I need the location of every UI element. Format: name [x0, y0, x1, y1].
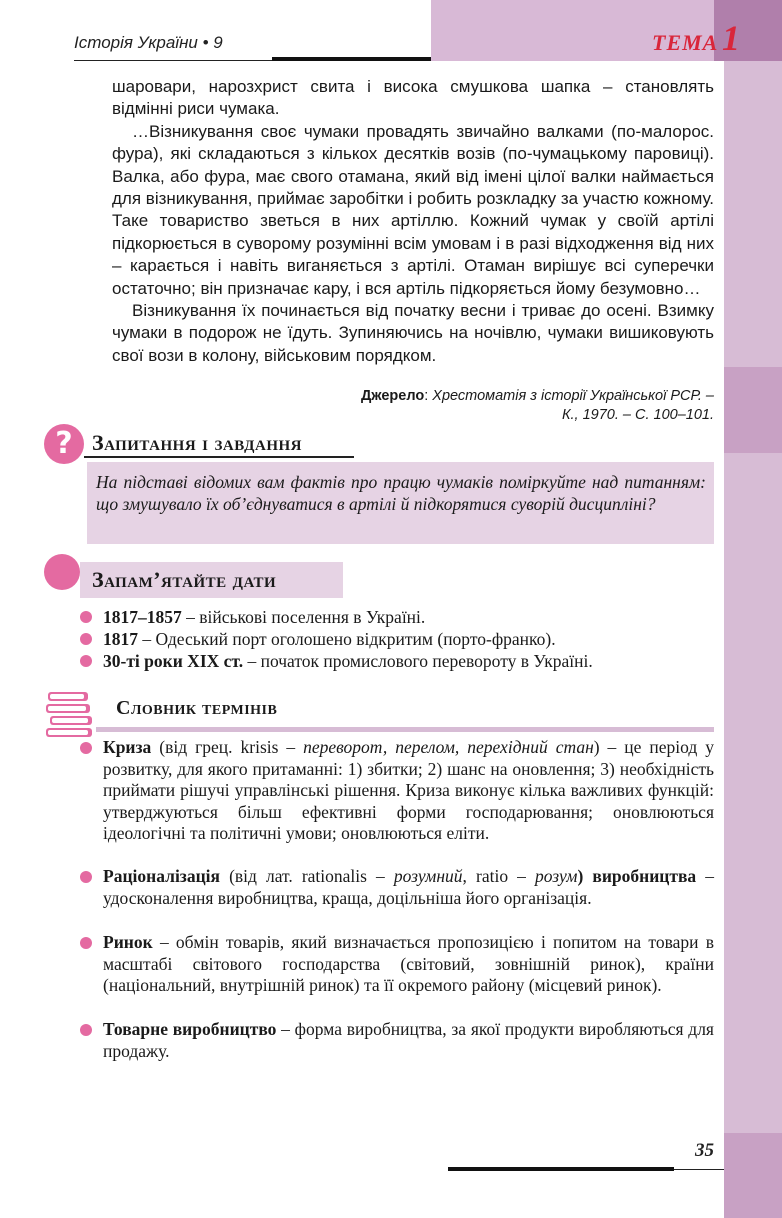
glossary-item: Раціоналізація (від лат. rationalis – розумний, ratio – розум) виробництва – удосконалення виробництва, краща, доцільніша його організація.: [103, 866, 715, 908]
topic-label: ТЕМА: [652, 30, 719, 55]
date-item: 30-ті роки XIX ст. – початок промислового перевороту в Україні.: [103, 651, 593, 671]
bullet-icon: [80, 937, 92, 949]
source-text-line2: К., 1970. – С. 100–101.: [561, 407, 714, 423]
question-text: На підставі відомих вам фактів про працю чумаків поміркуйте над питанням: що змушувало їх об’єднуватися в артілі й підкорятися суворій дисципліні?: [96, 472, 706, 514]
glossary-item: Товарне виробництво – форма виробництва, за якої продукти виробляються для продажу.: [103, 1019, 714, 1061]
books-icon: [44, 690, 96, 738]
dates-heading: Запам’ятайте дати: [92, 567, 277, 592]
questions-heading-rule: [84, 456, 354, 458]
side-strip-tab: [724, 367, 782, 453]
side-strip-mid: [724, 453, 782, 1133]
side-strip-top: [724, 61, 782, 367]
footer-rule: [674, 1169, 724, 1170]
bullet-icon: [80, 633, 92, 645]
glossary-item: Ринок – обмін товарів, який визначається пропозицією і попитом на товари в масштабі світового господарства (світовий, зовнішній ринок), країни (національний, внутрішній ринок) та її окремого району (місцевий ринок).: [103, 932, 714, 996]
body-text: [112, 76, 714, 367]
page-number: 35: [695, 1140, 714, 1161]
header-rule-thick: [272, 57, 431, 61]
source-label: Джерело: [360, 388, 425, 404]
questions-heading: Запитання і завдання: [92, 430, 303, 455]
book-title: Історія України • 9: [74, 33, 223, 52]
body-paragraph: …Візникування своє чумаки провадять звичайно валками (по-малорос. фура), які складаються з кількох десятків возів (по-чумацькому паровиці). Валка, або фура, має свого отамана, який від імені цілої валки наймається для візникування, приймає заробітки і робить розкладку за участю кожному. Таке товариство зветься в них артіллю. Кожний чумак у своїй артілі підкорюється в суворому розумінні всім умовам і в разі відходження від них – карається і навіть виганяється з артілі. Отаман вирішує всі суперечки остаточно; він призначає кару, і вся артіль підкоряється йому безумовно…: [112, 121, 714, 298]
body-paragraph: Візникування їх починається від початку весни і триває до осені. Взимку чумаки в подорож не їдуть. Зупиняючись на ночівлю, чумаки вишиковують свої вози в колону, військовим порядком.: [112, 301, 714, 365]
bullet-icon: [80, 871, 92, 883]
dates-icon: [44, 554, 80, 590]
bullet-icon: [80, 611, 92, 623]
glossary-heading-rule: [96, 727, 714, 732]
source-text: Хрестоматія з історії Української РСР. –: [432, 388, 714, 404]
footer-rule-thick: [448, 1167, 674, 1171]
glossary-item: Криза (від грец. krisis – переворот, перелом, перехідний стан) – це період у розвитку, для якого притаманні: 1) збитки; 2) шанс на оновлення; 3) необхідність приймати рішучі управлінські рішення. Криза виконує кілька важливих функцій: утверджуються більш ефективні форми господарювання; оновлюються ідеологічні та політичні умови; оновлюються еліти.: [103, 737, 715, 844]
bullet-icon: [80, 1024, 92, 1036]
body-paragraph: шаровари, нарозхрист свита і висока смушкова шапка – становлять відмінні риси чумака.: [112, 77, 714, 119]
glossary-heading: Словник термінів: [116, 697, 278, 719]
date-item: 1817–1857 – військові поселення в Україні.: [103, 607, 426, 627]
date-item: 1817 – Одеський порт оголошено відкритим (порто-франко).: [103, 629, 556, 649]
source-citation: Джерело: Хрестоматія з історії Української РСР. – К., 1970. – С. 100–101.: [250, 387, 714, 425]
bullet-icon: [80, 742, 92, 754]
question-icon: ?: [44, 424, 84, 464]
bullet-icon: [80, 655, 92, 667]
topic-number: 1: [722, 18, 740, 58]
side-strip-bottom: [724, 1133, 782, 1218]
